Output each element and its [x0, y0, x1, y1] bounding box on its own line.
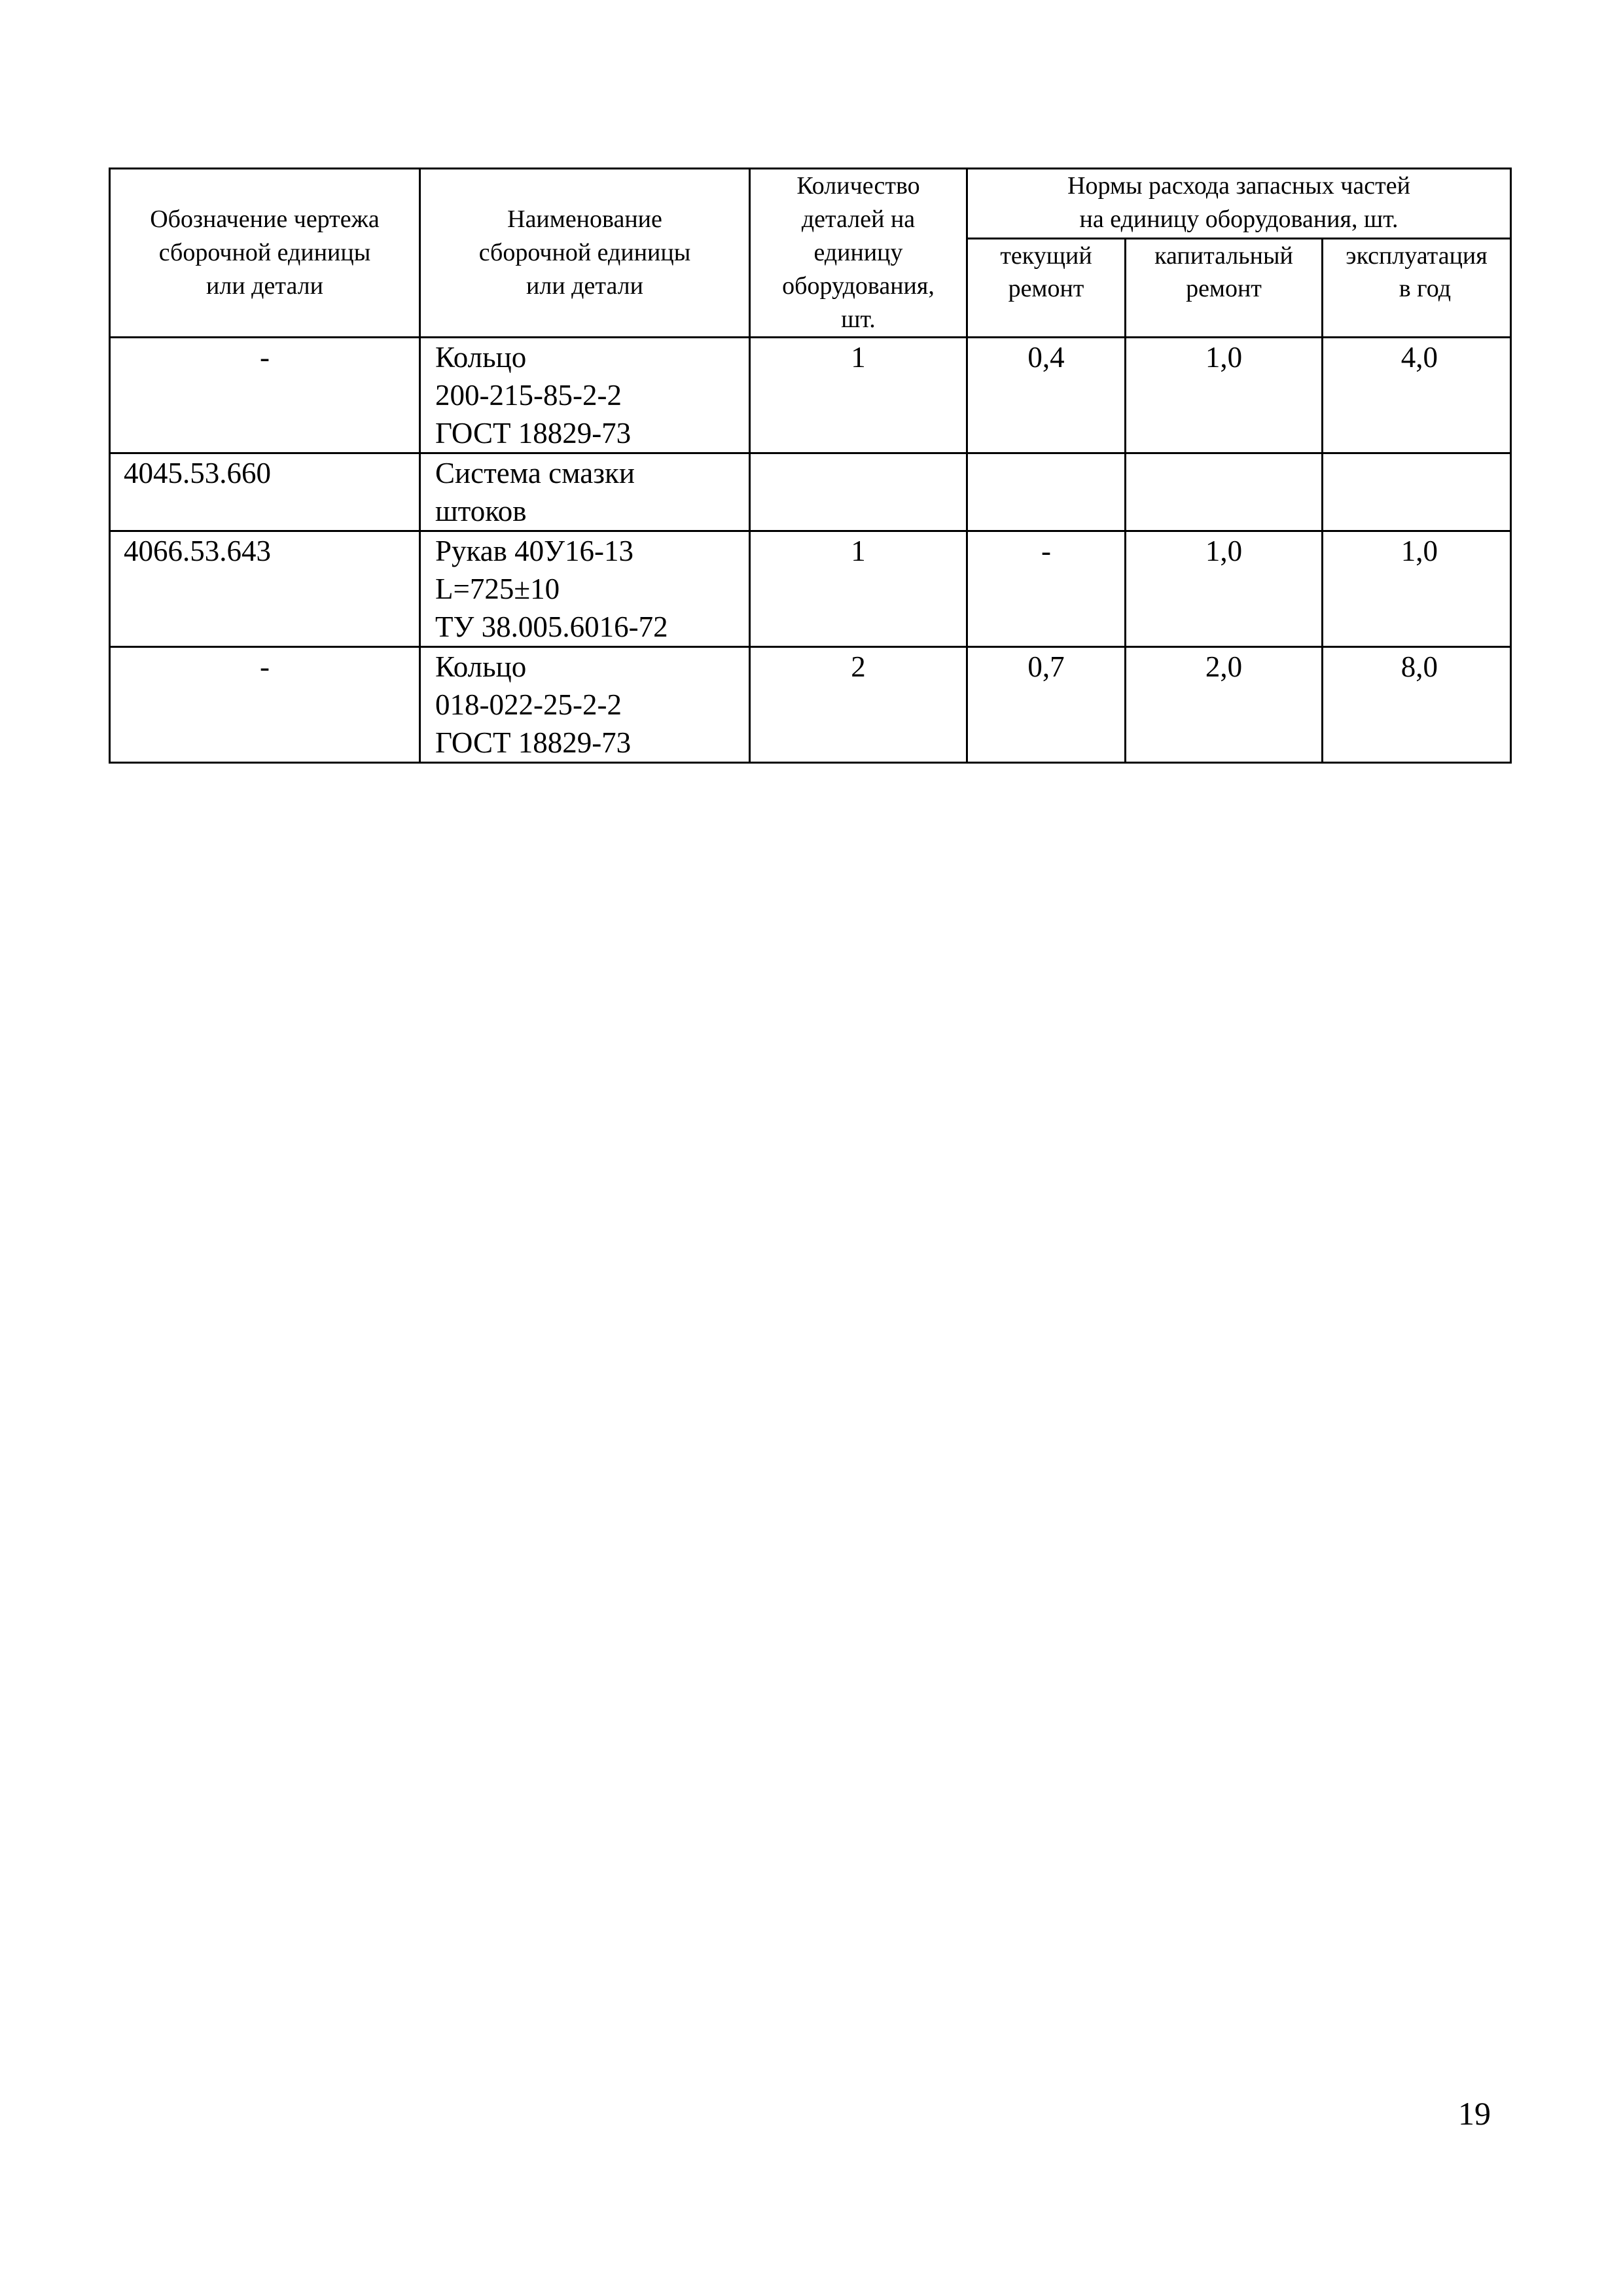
- page-number: 19: [1458, 2095, 1491, 2132]
- cell-name: [420, 453, 750, 531]
- header-name-line: сборочной единицы: [478, 239, 691, 266]
- header-quantity-line: деталей на: [801, 205, 916, 233]
- cell-name-line: ГОСТ 18829-73: [435, 417, 632, 450]
- cell-name-line: штоков: [435, 495, 527, 527]
- header-capital-line: капитальный: [1154, 242, 1293, 270]
- cell-capital-repair: 1,0: [1126, 531, 1323, 647]
- cell-name-line: Рукав 40У16-13: [435, 535, 634, 567]
- table-row: [110, 453, 1511, 531]
- cell-operation: [1323, 453, 1511, 531]
- header-name-line: Наименование: [507, 205, 662, 233]
- header-designation-line: сборочной единицы: [158, 239, 371, 266]
- header-current-repair: [967, 239, 1126, 338]
- cell-designation: 4045.53.660: [110, 453, 420, 531]
- header-quantity-line: Количество: [796, 172, 920, 200]
- header-norms-line: Нормы расхода запасных частей: [1067, 172, 1410, 200]
- cell-name: [420, 338, 750, 453]
- header-operation-per-year: [1323, 239, 1511, 338]
- cell-name-line: L=725±10: [435, 573, 560, 605]
- header-current-line: ремонт: [1008, 275, 1084, 303]
- header-capital-repair: [1126, 239, 1323, 338]
- cell-name-line: 018-022-25-2-2: [435, 688, 622, 721]
- table-row: [110, 338, 1511, 453]
- header-norms: [967, 169, 1511, 239]
- header-name-line: или детали: [526, 272, 643, 300]
- cell-name-line: ТУ 38.005.6016-72: [435, 610, 668, 643]
- header-quantity-line: шт.: [841, 306, 876, 333]
- cell-operation: 4,0: [1323, 338, 1511, 453]
- cell-name-line: Кольцо: [435, 650, 527, 683]
- cell-name: [420, 647, 750, 763]
- header-designation-line: Обозначение чертежа: [150, 205, 380, 233]
- cell-name-line: Кольцо: [435, 341, 527, 374]
- cell-designation: -: [110, 647, 420, 763]
- cell-current-repair: 0,7: [967, 647, 1126, 763]
- cell-capital-repair: 1,0: [1126, 338, 1323, 453]
- table-row: [110, 647, 1511, 763]
- cell-current-repair: [967, 453, 1126, 531]
- cell-name-line: 200-215-85-2-2: [435, 379, 622, 412]
- header-quantity-line: единицу: [813, 239, 903, 266]
- cell-capital-repair: 2,0: [1126, 647, 1323, 763]
- cell-quantity: [750, 453, 967, 531]
- cell-name-line: ГОСТ 18829-73: [435, 726, 632, 759]
- cell-current-repair: -: [967, 531, 1126, 647]
- cell-designation: -: [110, 338, 420, 453]
- cell-quantity: 2: [750, 647, 967, 763]
- cell-capital-repair: [1126, 453, 1323, 531]
- header-current-line: текущий: [1000, 242, 1092, 270]
- cell-name: [420, 531, 750, 647]
- header-operation-line: в год: [1399, 275, 1452, 303]
- header-quantity-line: оборудования,: [782, 272, 935, 300]
- cell-quantity: 1: [750, 531, 967, 647]
- cell-operation: 8,0: [1323, 647, 1511, 763]
- header-designation-line: или детали: [206, 272, 323, 300]
- header-designation: [110, 169, 420, 338]
- cell-quantity: 1: [750, 338, 967, 453]
- cell-name-line: Система смазки: [435, 457, 635, 489]
- cell-current-repair: 0,4: [967, 338, 1126, 453]
- header-norms-line: на единицу оборудования, шт.: [1079, 205, 1399, 233]
- cell-designation: 4066.53.643: [110, 531, 420, 647]
- cell-operation: 1,0: [1323, 531, 1511, 647]
- header-operation-line: эксплуатация: [1346, 242, 1488, 270]
- header-name: [420, 169, 750, 338]
- table-row: [110, 531, 1511, 647]
- header-row-1: [110, 169, 1511, 239]
- header-quantity: [750, 169, 967, 338]
- header-capital-line: ремонт: [1186, 275, 1262, 303]
- spare-parts-table: [109, 168, 1512, 764]
